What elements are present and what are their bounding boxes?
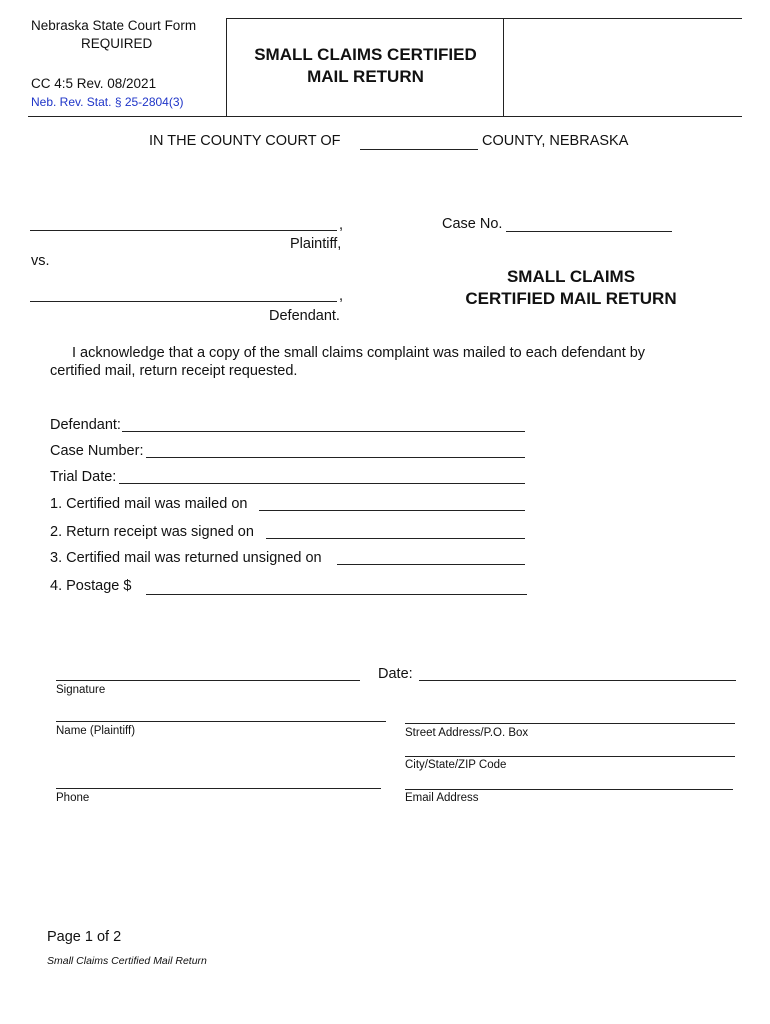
city-blank[interactable] bbox=[405, 756, 735, 757]
versus-label: vs. bbox=[31, 253, 50, 269]
signature-label: Signature bbox=[56, 684, 106, 696]
form-state-label: Nebraska State Court Form bbox=[31, 18, 197, 33]
returned-unsigned-label: 3. Certified mail was returned unsigned on bbox=[50, 550, 322, 566]
footer-form-name: Small Claims Certified Mail Return bbox=[47, 955, 207, 967]
form-code: CC 4:5 Rev. 08/2021 bbox=[31, 76, 157, 91]
name-blank[interactable] bbox=[56, 721, 386, 722]
case-number-field-blank[interactable] bbox=[146, 457, 525, 458]
phone-blank[interactable] bbox=[56, 788, 381, 789]
form-required-label: REQUIRED bbox=[81, 36, 153, 51]
date-label: Date: bbox=[378, 666, 413, 682]
plaintiff-comma: , bbox=[339, 217, 344, 233]
date-blank[interactable] bbox=[419, 680, 736, 681]
defendant-comma: , bbox=[339, 288, 344, 304]
street-blank[interactable] bbox=[405, 723, 735, 724]
postage-blank[interactable] bbox=[146, 594, 527, 595]
trial-date-field-blank[interactable] bbox=[119, 483, 525, 484]
defendant-field-label: Defendant: bbox=[50, 417, 121, 433]
signed-on-label: 2. Return receipt was signed on bbox=[50, 524, 254, 540]
caption-title-line1: SMALL CLAIMS bbox=[506, 267, 636, 286]
trial-date-field-label: Trial Date: bbox=[50, 469, 117, 485]
email-blank[interactable] bbox=[405, 789, 733, 790]
case-no-label: Case No. bbox=[442, 216, 503, 232]
court-suffix: COUNTY, NEBRASKA bbox=[482, 133, 629, 149]
defendant-field-blank[interactable] bbox=[122, 431, 525, 432]
signature-blank[interactable] bbox=[56, 680, 360, 681]
street-label: Street Address/P.O. Box bbox=[405, 727, 529, 739]
mailed-on-blank[interactable] bbox=[259, 510, 525, 511]
header-title-line1: SMALL CLAIMS CERTIFIED bbox=[254, 45, 477, 64]
mailed-on-label: 1. Certified mail was mailed on bbox=[50, 496, 248, 512]
statement-line2: certified mail, return receipt requested. bbox=[50, 363, 298, 379]
header-top-rule bbox=[227, 18, 742, 19]
plaintiff-label: Plaintiff, bbox=[290, 236, 342, 252]
court-prefix: IN THE COUNTY COURT OF bbox=[149, 133, 341, 149]
header-bottom-rule bbox=[28, 116, 742, 117]
email-label: Email Address bbox=[405, 792, 479, 804]
returned-unsigned-blank[interactable] bbox=[337, 564, 525, 565]
postage-label: 4. Postage $ bbox=[50, 578, 132, 594]
caption-title-line2: CERTIFIED MAIL RETURN bbox=[465, 289, 677, 308]
defendant-name-blank[interactable] bbox=[30, 301, 337, 302]
header-title-line2: MAIL RETURN bbox=[307, 67, 424, 86]
county-blank[interactable] bbox=[360, 149, 478, 150]
page-number: Page 1 of 2 bbox=[47, 929, 122, 945]
name-label: Name (Plaintiff) bbox=[56, 725, 136, 737]
case-number-field-label: Case Number: bbox=[50, 443, 144, 459]
city-label: City/State/ZIP Code bbox=[405, 759, 507, 771]
signed-on-blank[interactable] bbox=[266, 538, 525, 539]
statement-line1: I acknowledge that a copy of the small claims complaint was mailed to each defendant by bbox=[72, 345, 646, 361]
statute-link[interactable]: Neb. Rev. Stat. § 25-2804(3) bbox=[31, 95, 184, 109]
phone-label: Phone bbox=[56, 792, 90, 804]
defendant-label: Defendant. bbox=[269, 308, 340, 324]
case-no-blank[interactable] bbox=[506, 231, 672, 232]
plaintiff-name-blank[interactable] bbox=[30, 230, 337, 231]
